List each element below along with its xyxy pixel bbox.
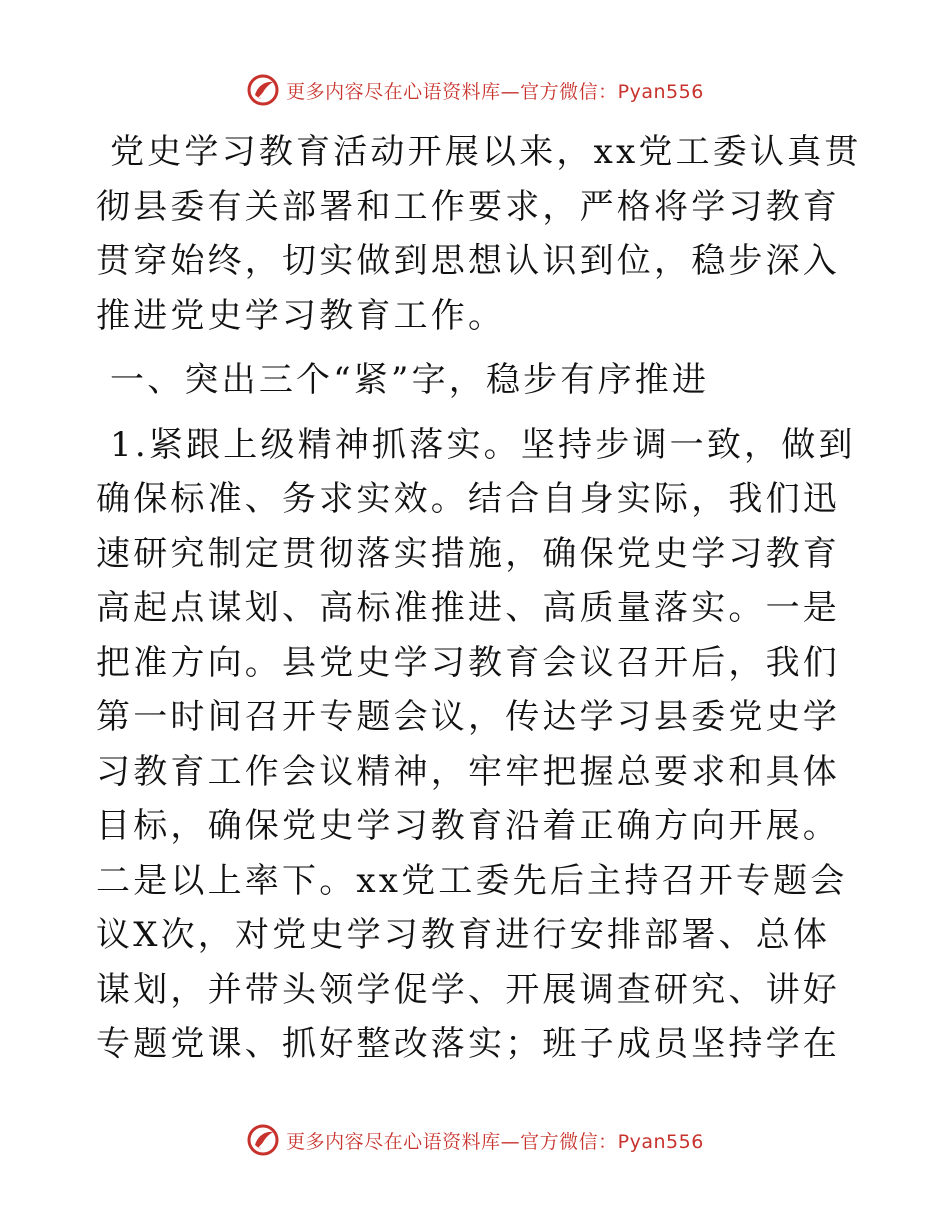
watermark-handle: Pyan556 [617,1130,704,1153]
watermark-text: 更多内容尽在心语资料库—官方微信：Pyan556 [286,80,704,103]
item-1-paragraph: 1.紧跟上级精神抓落实。坚持步调一致，做到确保标准、务求实效。结合自身实际，我们迅速研究制定贯彻落实措施，确保党史学习教育高起点谋划、高标准推进、高质量落实。一是把准方向。县党史学习教育会议召开后，我们第一时间召开专题会议，传达学习县委党史学习教育工作会议精神，牢牢把握总要求和具体目标，确保党史学习教育沿着正确方向开展。二是以上率下。xx党工委先后主持召开专题会议X次，对党史学习教育进行安排部署、总体谋划，并带头领学促学、开展调查研究、讲好专题党课、抓好整改落实；班子成员坚持学在 [96,424,856,1064]
watermark-footer [0,1120,950,1160]
section-heading: 一、突出三个“紧”字，稳步有序推进 [96,360,710,400]
watermark-handle: Pyan556 [617,80,704,103]
watermark-text: 更多内容尽在心语资料库—官方微信：Pyan556 [286,1130,704,1153]
watermark-header [0,70,950,110]
logo-icon [246,73,280,107]
logo-icon [246,1123,280,1157]
intro-paragraph: 党史学习教育活动开展以来，xx党工委认真贯彻县委有关部署和工作要求，严格将学习教育贯穿始终，切实做到思想认识到位，稳步深入推进党史学习教育工作。 [96,132,862,336]
document-body [96,125,866,1072]
